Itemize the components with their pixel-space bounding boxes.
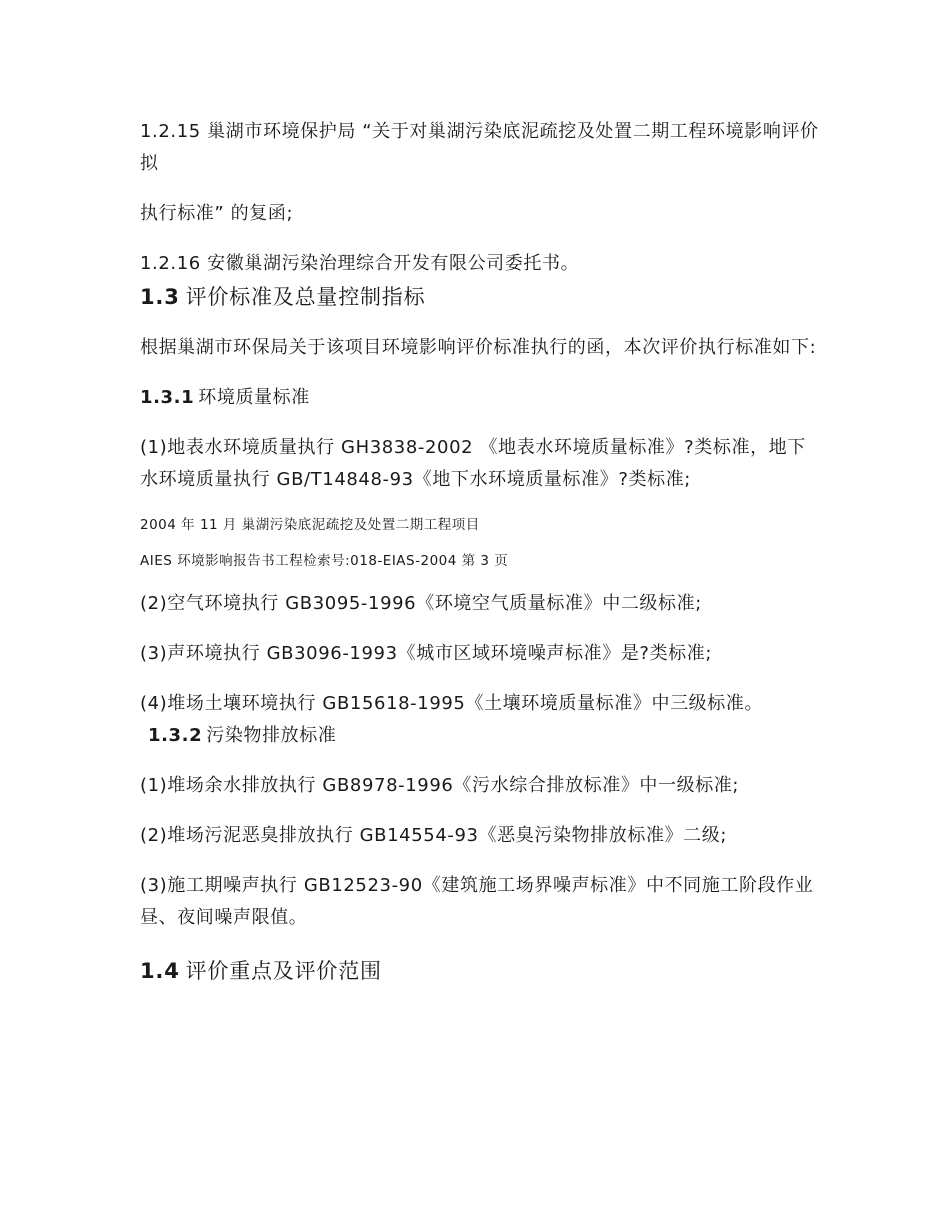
section-1-3-heading xyxy=(140,280,820,314)
quality-standard-4-text: (4)堆场土壤环境执行 GB15618-1995《土壤环境质量标准》中三级标准。 xyxy=(140,693,764,714)
quality-standard-2: (2)空气环境执行 GB3095-1996《环境空气质量标准》中二级标准; xyxy=(140,593,702,614)
document-page xyxy=(140,116,820,988)
section-1-4-number: 1.4 xyxy=(140,959,180,983)
item-1-2-16: 1.2.16 安徽巢湖污染治理综合开发有限公司委托书。 xyxy=(140,253,580,274)
section-1-3-1-heading xyxy=(140,382,820,414)
section-1-3-title: 评价标准及总量控制指标 xyxy=(185,285,426,309)
item-1-2-15: 1.2.15 巢湖市环境保护局 “关于对巢湖污染底泥疏挖及处置二期工程环境影响评价拟 xyxy=(140,121,819,174)
quality-standard-3: (3)声环境执行 GB3096-1993《城市区域环境噪声标准》是?类标准; xyxy=(140,643,713,664)
section-1-3-1-title: 环境质量标准 xyxy=(198,387,310,408)
page-footer-line1: 2004 年 11 月 巢湖污染底泥疏挖及处置二期工程项目 xyxy=(140,517,480,533)
quality-standard-1: (1)地表水环境质量执行 GH3838-2002 《地表水环境质量标准》?类标准，地下水环境质量执行 GB/T14848-93《地下水环境质量标准》?类标准; xyxy=(140,437,806,490)
section-1-4-title: 评价重点及评价范围 xyxy=(185,959,382,983)
emission-standard-1: (1)堆场余水排放执行 GB8978-1996《污水综合排放标准》中一级标准; xyxy=(140,775,740,796)
item-1-2-15-continued: 执行标准” 的复函; xyxy=(140,203,294,224)
section-1-3-number: 1.3 xyxy=(140,285,180,309)
section-1-4-heading xyxy=(140,954,820,988)
section-1-3-1-number: 1.3.1 xyxy=(140,387,195,408)
page-footer-line2: AIES 环境影响报告书工程检索号:018-EIAS-2004 第 3 页 xyxy=(140,553,509,569)
emission-standard-3: (3)施工期噪声执行 GB12523-90《建筑施工场界噪声标准》中不同施工阶段作业昼、夜间噪声限值。 xyxy=(140,875,814,928)
section-1-3-2-number: 1.3.2 xyxy=(148,725,203,746)
section-1-3-2-title: 污染物排放标准 xyxy=(206,725,337,746)
section-1-3-intro: 根据巢湖市环保局关于该项目环境影响评价标准执行的函，本次评价执行标准如下: xyxy=(140,337,817,358)
emission-standard-2: (2)堆场污泥恶臭排放执行 GB14554-93《恶臭污染物排放标准》二级; xyxy=(140,825,728,846)
quality-standard-4 xyxy=(140,688,820,752)
